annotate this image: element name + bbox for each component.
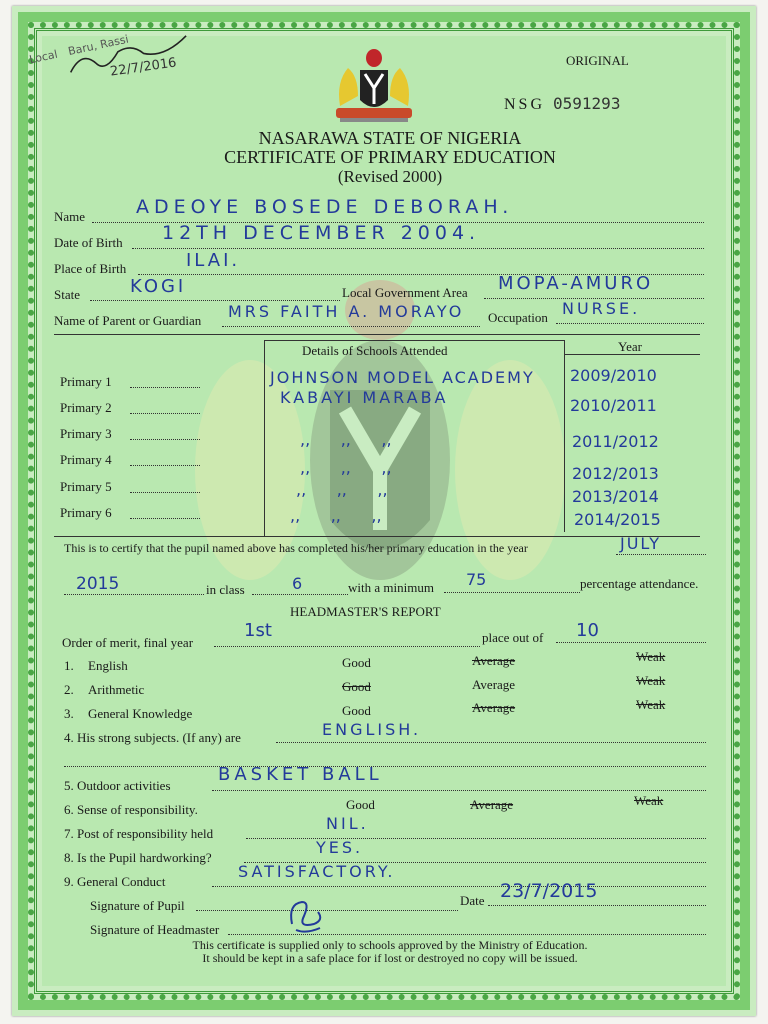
primary-3-label: Primary 3 xyxy=(60,426,112,441)
dob-label: Date of Birth xyxy=(54,235,123,250)
order-line xyxy=(214,646,480,647)
serial-value: 0591293 xyxy=(553,94,621,113)
primary-1-line xyxy=(130,387,200,388)
primary-2-line xyxy=(130,413,200,414)
dob-value: 12TH DECEMBER 2004. xyxy=(162,222,481,244)
primary-3-year: 2011/2012 xyxy=(572,432,659,451)
pob-label: Place of Birth xyxy=(54,261,127,276)
state-value: KOGI xyxy=(130,276,187,297)
item-3-good: Good xyxy=(342,703,371,718)
date-label: Date xyxy=(460,893,485,908)
item-2-num: 2. xyxy=(64,682,74,697)
primary-1-year: 2009/2010 xyxy=(570,366,657,385)
item-1-label: English xyxy=(88,658,128,673)
certify-month: JULY xyxy=(620,534,661,553)
responsibility-weak: Weak xyxy=(634,793,664,808)
primary-1-label: Primary 1 xyxy=(60,374,112,389)
dob-line xyxy=(132,248,704,249)
item-2-weak: Weak xyxy=(636,673,666,688)
occupation-label: Occupation xyxy=(488,310,548,325)
with-min-label: with a minimum xyxy=(348,580,434,595)
outdoor-label: 5. Outdoor activities xyxy=(64,778,171,793)
primary-6-year: 2014/2015 xyxy=(574,510,661,529)
date-value: 23/7/2015 xyxy=(500,880,598,902)
strong-subjects-label: 4. His strong subjects. (If any) are xyxy=(64,730,241,745)
certify-year-line xyxy=(616,554,706,555)
annotation-date: 22/7/2016 xyxy=(109,55,178,80)
primary-5-line xyxy=(130,492,200,493)
item-1-good: Good xyxy=(342,655,371,670)
serial-number xyxy=(504,94,620,114)
class-value: 6 xyxy=(292,574,303,593)
primary-5-label: Primary 5 xyxy=(60,479,112,494)
certify-year: 2015 xyxy=(76,574,120,594)
name-value: ADEOYE BOSEDE DEBORAH. xyxy=(136,196,514,218)
lga-label: Local Government Area xyxy=(342,285,468,300)
signature-pupil-label: Signature of Pupil xyxy=(90,898,185,913)
coat-of-arms-emblem xyxy=(330,46,418,124)
in-class-label: in class xyxy=(206,582,245,597)
table-left-rule xyxy=(264,340,265,536)
table-inner-rule xyxy=(264,340,564,341)
primary-3-school: ,, ,, ,, xyxy=(300,430,392,449)
conduct-value: SATISFACTORY. xyxy=(238,862,396,881)
signature-headmaster-label: Signature of Headmaster xyxy=(90,922,220,937)
conduct-line xyxy=(212,886,706,887)
outdoor-line xyxy=(212,790,706,791)
occupation-value: NURSE. xyxy=(562,299,641,318)
primary-6-line xyxy=(130,518,200,519)
item-2-good: Good xyxy=(342,679,371,694)
primary-4-line xyxy=(130,465,200,466)
primary-4-year: 2012/2013 xyxy=(572,464,659,483)
year-header: Year xyxy=(618,339,642,354)
page-title: NASARAWA STATE OF NIGERIA xyxy=(258,128,522,148)
item-3-label: General Knowledge xyxy=(88,706,193,721)
post-line xyxy=(246,838,706,839)
item-1-num: 1. xyxy=(64,658,74,673)
place-out-of-label: place out of xyxy=(482,630,544,645)
primary-4-label: Primary 4 xyxy=(60,452,112,467)
table-bottom-rule xyxy=(54,536,700,537)
primary-3-line xyxy=(130,439,200,440)
order-value: 1st xyxy=(244,620,272,641)
guardian-value: MRS FAITH A. MORAYO xyxy=(228,302,465,321)
responsibility-good: Good xyxy=(346,797,375,812)
name-label: Name xyxy=(54,209,86,224)
pob-value: ILAI. xyxy=(186,250,241,271)
class-line xyxy=(252,594,348,595)
out-of-line xyxy=(556,642,706,643)
out-of-value: 10 xyxy=(576,620,599,641)
order-label: Order of merit, final year xyxy=(62,635,194,650)
annotation-text-1: Local xyxy=(28,47,59,67)
attendance-line xyxy=(444,592,580,593)
footer-line-2: It should be kept in a safe place for if lost or destroyed no copy will be issued. xyxy=(202,951,578,965)
hardworking-value: YES. xyxy=(316,838,364,857)
responsibility-label: 6. Sense of responsibility. xyxy=(64,802,198,817)
details-header: Details of Schools Attended xyxy=(302,343,448,358)
item-3-average: Average xyxy=(472,700,516,715)
primary-1-school: JOHNSON MODEL ACADEMY xyxy=(270,368,535,387)
attendance-value: 75 xyxy=(466,570,487,589)
percentage-label: percentage attendance. xyxy=(580,576,699,591)
primary-2-year: 2010/2011 xyxy=(570,396,657,415)
primary-2-label: Primary 2 xyxy=(60,400,112,415)
outdoor-value: BASKET BALL xyxy=(218,764,383,785)
strong-subjects-value: ENGLISH. xyxy=(322,720,422,739)
original-label: ORIGINAL xyxy=(566,53,629,68)
state-label: State xyxy=(54,287,80,302)
table-right-rule xyxy=(564,340,565,532)
report-heading: HEADMASTER'S REPORT xyxy=(290,604,441,619)
occupation-line xyxy=(556,323,704,324)
strong-subjects-line xyxy=(276,742,706,743)
primary-6-school: ,, ,, ,, xyxy=(290,506,382,525)
hardworking-label: 8. Is the Pupil hardworking? xyxy=(64,850,212,865)
date-line xyxy=(488,905,706,906)
item-1-average: Average xyxy=(472,653,516,668)
item-3-num: 3. xyxy=(64,706,74,721)
footer-line-1: This certificate is supplied only to schools approved by the Ministry of Education. xyxy=(192,938,588,952)
item-2-label: Arithmetic xyxy=(88,682,145,697)
post-label: 7. Post of responsibility held xyxy=(64,826,214,841)
primary-5-school: ,, ,, ,, xyxy=(296,480,388,499)
primary-2-school: KABAYI MARABA xyxy=(280,388,449,407)
guardian-line xyxy=(222,326,480,327)
responsibility-average: Average xyxy=(470,797,514,812)
certify-text: This is to certify that the pupil named above has completed his/her primary education in the year xyxy=(64,541,528,555)
item-2-average: Average xyxy=(472,677,516,692)
strong-subjects-line-2 xyxy=(64,766,706,767)
annotation-text-2: Baru, Rassi xyxy=(66,32,130,59)
lga-value: MOPA-AMURO xyxy=(498,273,654,294)
headmaster-signature xyxy=(284,894,328,938)
table-top-rule xyxy=(54,334,700,335)
state-line xyxy=(90,300,340,301)
item-1-weak: Weak xyxy=(636,649,666,664)
page-subtitle: CERTIFICATE OF PRIMARY EDUCATION xyxy=(224,147,556,167)
primary-4-school: ,, ,, ,, xyxy=(300,458,392,477)
guardian-label: Name of Parent or Guardian xyxy=(54,313,202,328)
conduct-label: 9. General Conduct xyxy=(64,874,166,889)
page-revision: (Revised 2000) xyxy=(337,167,443,186)
serial-prefix: NSG xyxy=(504,96,546,113)
primary-6-label: Primary 6 xyxy=(60,505,112,520)
certify-year2-line xyxy=(64,594,204,595)
item-3-weak: Weak xyxy=(636,697,666,712)
primary-5-year: 2013/2014 xyxy=(572,487,659,506)
post-value: NIL. xyxy=(326,814,369,833)
